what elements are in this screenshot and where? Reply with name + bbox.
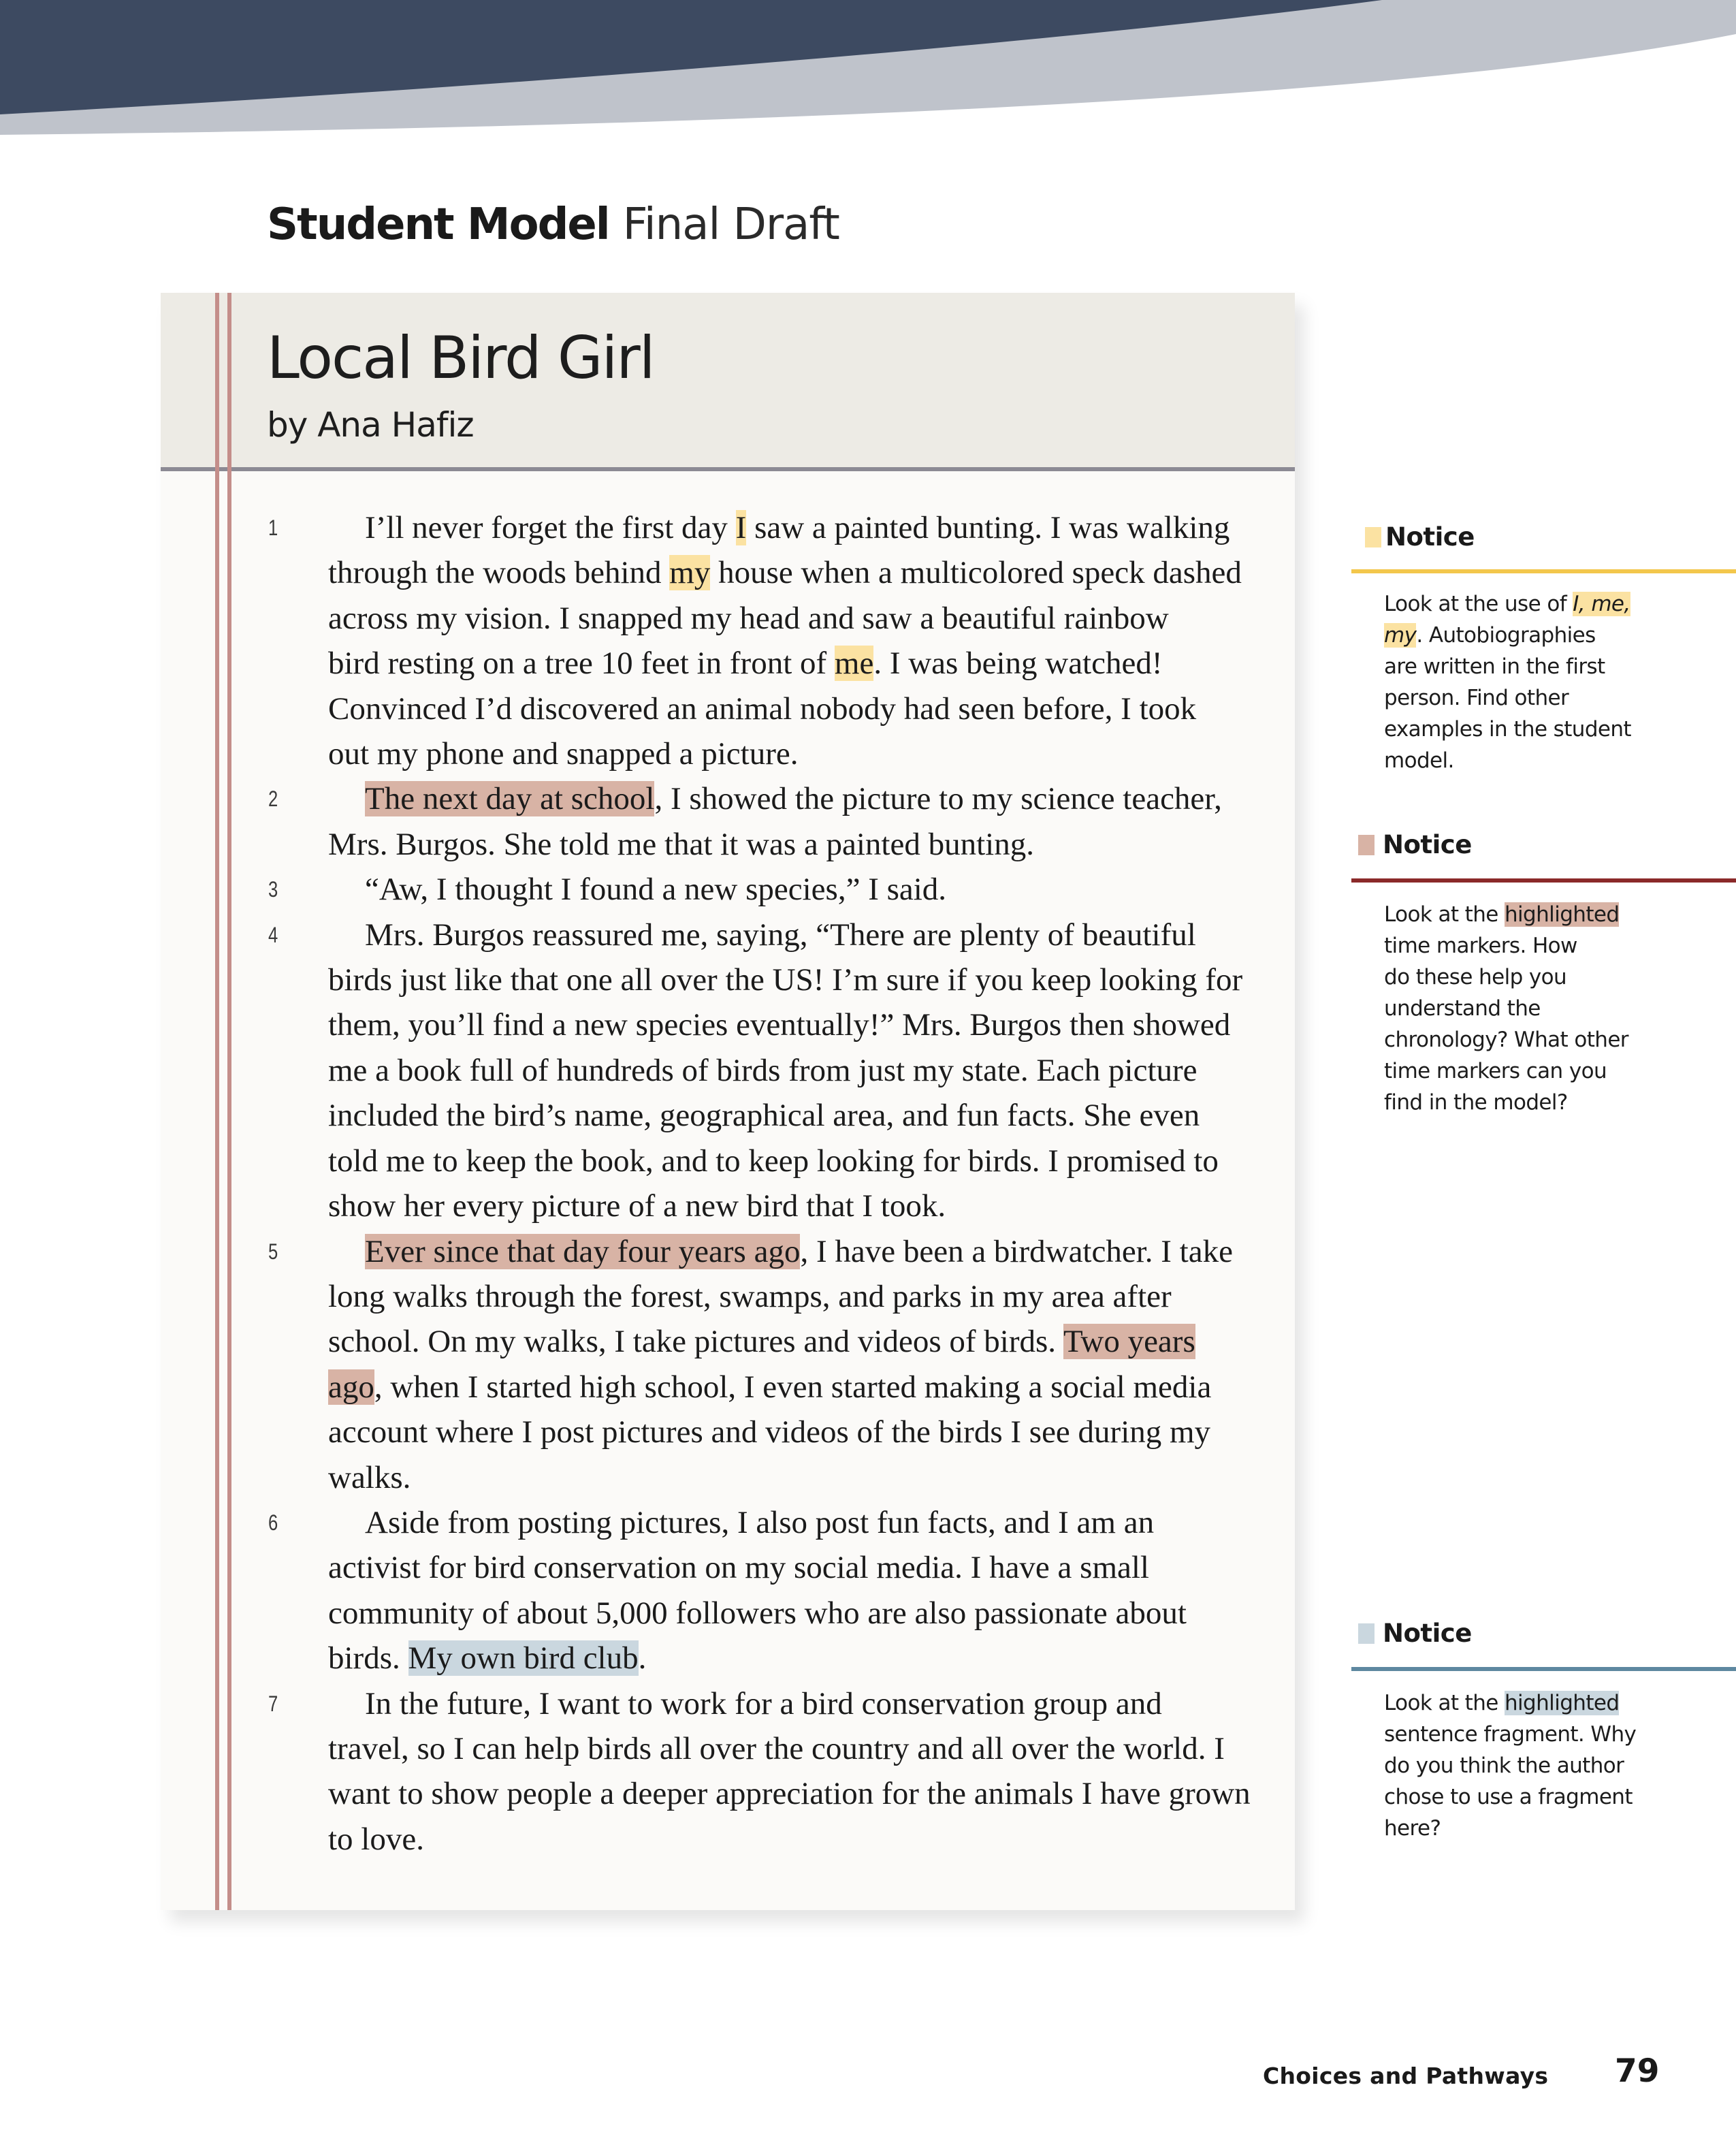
paragraph-line [328,731,1274,776]
paragraph [268,1681,1274,1862]
text-run: birds. [328,1640,408,1677]
paragraph [268,867,1274,912]
text-run: them, you’ll find a new species eventually!” Mrs. Burgos then showed [328,1007,1231,1043]
text-run: Convinced I’d discovered an animal nobody had seen before, I took [328,690,1197,727]
paragraph [268,912,1274,1229]
story-byline: by Ana Hafiz [267,405,474,445]
text-run: across my vision. I snapped my head and saw a beautiful rainbow [328,600,1169,636]
paragraph-line [328,912,1274,957]
text-run: Mrs. Burgos. She told me that it was a painted bunting. [328,826,1034,862]
text-run: included the bird’s name, geographical area, and fun facts. She even [328,1098,1200,1134]
highlighted-text: my [669,555,711,591]
text-run: me a book full of hundreds of birds from just my state. Each picture [328,1052,1197,1088]
text-run: Look at the [1384,1691,1505,1715]
notice-line [1384,620,1656,651]
paragraph-number: 7 [268,1691,278,1716]
paragraph-line [328,1817,1274,1862]
notice-line [1384,993,1656,1024]
text-run: , I have been a birdwatcher. I take [800,1233,1233,1269]
highlighted-text: me [834,646,874,682]
paragraph-line [328,1681,1274,1726]
notice-text [1384,588,1656,776]
notice-rule [1351,1667,1736,1671]
paragraph-line [328,1455,1274,1500]
paragraph-line [328,957,1274,1002]
notice-header [1351,1614,1736,1655]
highlighted-text: Ever since that day four years ago [365,1233,801,1269]
text-run: told me to keep the book, and to keep looking for birds. I promised to [328,1143,1219,1179]
text-run: out my phone and snapped a picture. [328,736,799,772]
paragraph-line [328,1274,1274,1319]
paragraph-line [328,1726,1274,1771]
text-run: through the woods behind [328,555,670,591]
paragraph-number: 2 [268,786,278,812]
text-run: do these help you [1384,965,1567,989]
text-run: saw a painted bunting. I was walking [746,510,1230,545]
text-run: time markers. How [1384,934,1577,958]
text-run: sentence fragment. Why [1384,1722,1637,1747]
paragraph-number: 1 [268,515,278,540]
text-run: Aside from posting pictures, I also post fun facts, and I am an [365,1504,1155,1540]
text-run: activist for bird conservation on my social media. I have a small [328,1550,1149,1586]
text-run: birds just like that one all over the US! I’m sure if you keep looking for [328,962,1243,998]
paragraph-line [328,641,1274,686]
paragraph-line [328,1365,1274,1410]
text-run: Look at the [1384,902,1505,927]
text-run: . I was being watched! [873,646,1163,682]
highlighted-text: ago [328,1369,374,1405]
notice-box [1351,1614,1736,1841]
text-run: bird resting on a tree 10 feet in front of [328,646,835,682]
color-swatch-icon [1358,835,1375,855]
paragraph-line [328,822,1274,867]
student-model-card [161,293,1295,1910]
footer-page-number: 79 [1615,2052,1660,2090]
paragraph-number: 3 [268,877,278,902]
paragraph-line [328,550,1274,595]
paragraph-number: 4 [268,922,278,947]
notice-rule [1351,569,1736,573]
text-run: walks. [328,1459,411,1495]
notice-text [1384,899,1656,1118]
paragraph-line [328,1183,1274,1228]
paragraph [268,1500,1274,1681]
paragraph-line [328,505,1274,550]
paragraph-line [328,1636,1274,1681]
notice-line [1384,1719,1656,1750]
notice-line [1384,1781,1656,1813]
text-run: want to show people a deeper appreciation for the animals I have grown [328,1776,1251,1812]
paragraph [268,505,1274,776]
story-title: Local Bird Girl [267,324,654,392]
paragraph-line [328,1591,1274,1636]
paragraph-line [328,1500,1274,1545]
paragraph-number: 6 [268,1510,278,1535]
text-run: understand the [1384,996,1541,1021]
paragraph-line [328,1229,1274,1274]
notice-header [1351,825,1736,866]
text-run: account where I post pictures and videos of the birds I see during my [328,1414,1211,1450]
text-run: Mrs. Burgos reassured me, saying, “There are plenty of beautiful [365,917,1196,953]
notice-line [1384,1087,1656,1118]
paragraph-line [328,776,1274,821]
notice-line [1384,588,1656,620]
highlighted-text: highlighted [1505,1691,1620,1715]
margin-line-right [227,293,231,1910]
footer-book-title: Choices and Pathways [1263,2063,1549,2089]
text-run: long walks through the forest, swamps, and parks in my area after [328,1278,1172,1314]
text-run: travel, so I can help birds all over the country and all over the world. I [328,1730,1225,1766]
notice-line [1384,682,1656,714]
notice-line [1384,1687,1656,1719]
notice-line [1384,930,1656,962]
notice-line [1384,651,1656,682]
text-run: community of about 5,000 followers who are also passionate about [328,1595,1187,1631]
text-run: . [638,1640,647,1677]
text-run: , when I started high school, I even started making a social media [374,1369,1212,1405]
notice-line [1384,1813,1656,1844]
notice-line [1384,1024,1656,1055]
notice-label: Notice [1383,830,1472,859]
notice-rule [1351,878,1736,883]
text-run: show her every picture of a new bird that I took. [328,1188,946,1224]
notice-text [1384,1687,1656,1844]
color-swatch-icon [1358,1623,1375,1644]
paragraph-line [328,1093,1274,1138]
highlighted-text: I [735,510,747,545]
color-swatch-icon [1365,527,1381,547]
text-run: In the future, I want to work for a bird conservation group and [365,1685,1162,1721]
notice-line [1384,745,1656,776]
paragraph-number: 5 [268,1239,278,1264]
text-run: time markers can you [1384,1059,1607,1083]
text-run: model. [1384,748,1454,773]
text-run: chose to use a fragment [1384,1785,1633,1809]
paragraph-line [328,1002,1274,1047]
text-run: examples in the student [1384,717,1631,742]
paragraph-line [328,686,1274,731]
notice-line [1384,714,1656,745]
text-run: find in the model? [1384,1090,1568,1115]
section-label: Student Model [267,200,609,250]
header-divider [161,467,1295,471]
text-run: house when a multicolored speck dashed [710,555,1242,591]
notice-line [1384,962,1656,993]
paragraph-line [328,867,1274,912]
text-run: chronology? What other [1384,1028,1628,1052]
text-run: , I showed the picture to my science teacher, [654,781,1222,817]
text-run: “Aw, I thought I found a new species,” I said. [365,872,947,908]
text-run: do you think the author [1384,1753,1624,1778]
text-run: I’ll never forget the first day [365,510,736,545]
notice-box [1351,825,1736,1115]
card-header [161,293,1295,467]
text-run: Look at the use of [1384,592,1573,616]
paragraph-line [328,1545,1274,1590]
notice-box [1351,518,1736,773]
paragraph-line [328,1139,1274,1183]
paragraph-line [328,1048,1274,1093]
notice-line [1384,1750,1656,1781]
notice-line [1384,899,1656,930]
paragraph-line [328,1410,1274,1455]
paragraph [268,776,1274,867]
section-sublabel: Final Draft [622,200,839,250]
text-run: school. On my walks, I take pictures and videos of birds. [328,1324,1063,1360]
notice-label: Notice [1385,522,1475,552]
text-run: here? [1384,1816,1441,1841]
paragraph-line [328,596,1274,641]
text-run: person. Find other [1384,686,1569,710]
highlighted-text: My own bird club [408,1640,639,1677]
text-run: . Autobiographies [1416,623,1596,648]
notice-line [1384,1055,1656,1087]
header-wave-decoration [0,0,1736,143]
paragraph-line [328,1319,1274,1364]
notice-label: Notice [1383,1619,1472,1648]
story-body [268,505,1274,1862]
highlighted-text: The next day at school [365,781,655,817]
highlighted-text: I, me, [1573,592,1630,616]
highlighted-text: Two years [1063,1324,1195,1360]
text-run: to love. [328,1821,424,1857]
page-heading [267,199,839,251]
notice-header [1351,518,1736,558]
paragraph-line [328,1771,1274,1816]
highlighted-text: highlighted [1505,902,1620,927]
paragraph [268,1229,1274,1500]
margin-line-left [215,293,219,1910]
highlighted-text: my [1384,623,1417,648]
text-run: are written in the first [1384,654,1605,679]
